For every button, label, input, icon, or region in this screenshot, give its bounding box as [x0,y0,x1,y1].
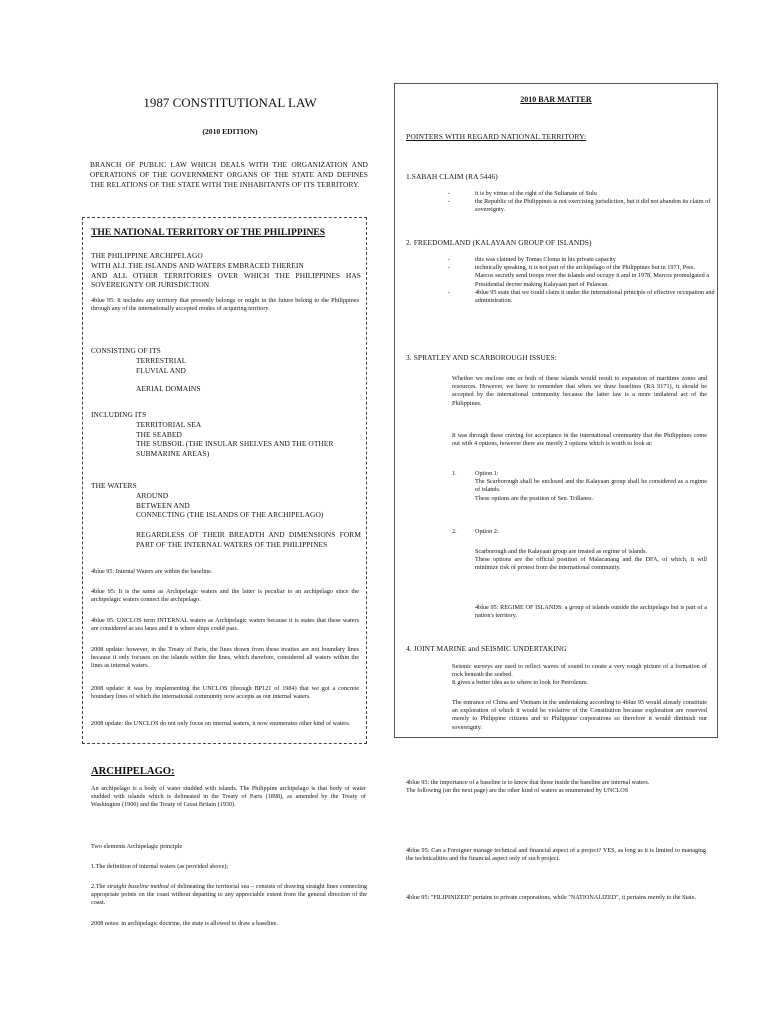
seismic-block [452,663,707,688]
option-1-label: Option 1: [475,470,499,477]
baseline-text: The following (on the next page) are the other kind of waters as enumerated by UNCLOS [406,787,629,795]
archipelagic-waters-note: 4blue 95: It is the same as Archipelagic waters and the latter is peculiar to an archipelago since the archipelagic waters connect the archipelago. [91,588,359,604]
waters-item: CONNECTING (THE ISLANDS OF THE ARCHIPELAGO) [136,510,324,520]
element-1: 1.The definition of internal waters (as provided above); [91,863,229,870]
option-1-text: The Scarborough shall be enclosed and the Kalayaan group shall be considered as a regime of islands. [475,478,707,494]
consisting-label: CONSISTING OF ITS [91,346,161,355]
option-2-label: Option 2: [475,528,499,535]
treaty-paris-note: 2008 update: however, in the Treaty of Paris, the lines drawn from these treaties are not boundary lines because it only focuses on the islands within the lines, which therefore, considered all waters within the lines as internal waters. [91,646,359,670]
baseline-text: 4blue 95: the importance of a baseline is to know that those inside the baseline are internal waters. [406,779,650,786]
freedomland-heading: 2. FREEDOMLAND (KALAYAAN GROUP OF ISLANDS) [406,238,592,247]
branch-definition: BRANCH OF PUBLIC LAW WHICH DEALS WITH THE ORGANIZATION AND OPERATIONS OF THE GOVERNMENT ORGANS OF THE STATE AND DEFINES THE RELATIONS OF THE STATE WITH THE INHABITANTS OF ITS TERRITORY. [90,160,368,189]
option-1-block [475,470,707,503]
element-2-rest: of delineating the territorial sea – consists of drawing straight lines connecting appropriate points on the coast without departing to any appreciable extent from the general direction of the coast. [91,883,368,907]
option-2-block [475,548,707,573]
straight-baseline-method: straight baseline method [107,883,169,890]
waters-label: THE WATERS [91,481,137,490]
archipelago-definition: An archipelago is a body of water studded with islands. The Philippine archipelago is that body of water studded with islands which is delineated in the Treaty of Paris (1898), as amended by the Treaty of Washington (1900) and the Treaty of Great Britain (1930). [91,785,366,809]
seismic-text: Seismic surveys are used to reflect waves of sound to create a very rough picture of a formation of rock beneath the seabed. [452,663,707,679]
option-1-number: 1. [452,470,457,477]
sabah-list [475,190,715,215]
consisting-item: TERRESTRIAL [136,355,187,365]
unclos-implementation-note: 2008 update: it was by implementing the UNCLOS (through BP121 of 1984) that we got a concrete boundary lines of which the international community now accepts as our internal waters. [91,685,359,701]
list-item: - technically speaking, it is not part of the archipelago of the Philippines but in 1971, Pres. Marcos secretly send troops over the islands and occupy it and in 1978, Marcos promulgated a Presidential decree making Kalayaan part of Palawan. [475,264,715,289]
waters-item: BETWEEN AND [136,500,190,510]
joint-marine-heading: 4. JOINT MARINE and SEISMIC UNDERTAKING [406,644,567,653]
arch-line: THE PHILIPPINE ARCHIPELAGO [91,251,203,260]
arch-line: WITH ALL THE ISLANDS AND WATERS EMBRACED THEREIN [91,260,304,270]
unclos-term-note: 4blue 95: UNCLOS term INTERNAL waters as Archipelagic waters because it is states that these waters are considered as sea lanes and it is where ships could pass. [91,617,359,633]
regime-of-islands-note: 4blue 95: REGIME OF ISLANDS: a group of islands outside the archipelago but is part of a nation's territory. [475,604,707,620]
internal-waters-note: 4blue 95: Internal Waters are within the baseline. [91,568,213,575]
page-title: 1987 CONSTITUTIONAL LAW [143,95,317,110]
spratley-paragraph-2: It was through these craving for acceptance in the international community that the Philippines come out with 4 options, however there are merely 2 options which is worth to look at: [452,432,707,448]
consisting-block [91,346,201,394]
regardless-text: REGARDLESS OF THEIR BREADTH AND DIMENSIONS FORM PART OF THE INTERNAL WATERS OF THE PHILIPPINES [136,530,361,549]
option-2-text: Scarborough and the Kalayaan group are treated as regime of islands. [475,548,647,555]
two-elements-label: Two elements Archipelagic principle [91,843,183,850]
including-item: THE SUBSOIL (THE INSULAR SHELVES AND THE OTHER SUBMARINE AREAS) [136,439,334,459]
including-item: THE SEABED [136,429,182,439]
consisting-item: AERIAL DOMAINS [136,384,201,394]
sabah-heading: 1.SABAH CLAIM (RA 5446) [406,172,498,181]
spratley-paragraph-1: Whether we enclose one or both of these islands would result to expansion of maritime zones and resources. However, we have to remember that when we draw baselines (RA 9171), it should be accepted by the international community because the latter law is a more unilateral act of the Philippines. [452,375,707,407]
list-item: - the Republic of the Philippines is not exercising jurisdiction, but it did not abandon its claim of sovereignty. [475,198,715,214]
including-block [91,410,361,459]
china-vietnam-paragraph: The entrance of China and Vietnam in the undertaking according to 4blue 95 would already constitute an exploration of which it would be violative of the Constitution because exploration are reserved merely to Philippine citizens and to Philippine corporations so therefore it would diminish our sovereignty. [452,699,707,731]
pointers-heading: POINTERS WITH REGARD NATIONAL TERRITORY: [406,132,587,141]
waters-block [91,481,361,520]
national-territory-title: THE NATIONAL TERRITORY OF THE PHILIPPINES [91,227,326,238]
spratley-heading: 3. SPRATLEY AND SCARBOROUGH ISSUES: [406,353,557,362]
philippine-archipelago-block [91,251,361,290]
option-2-number: 2. [452,528,457,535]
territory-note: 4blue 95: It includes any territory that presently belongs or might in the future belong to the Philippines through any of the internationally accepted modes of acquiring territory. [91,297,359,313]
including-item: TERRITORIAL SEA [136,419,202,429]
element-2-prefix: 2.The [91,883,108,890]
consisting-item: FLUVIAL AND [136,365,186,375]
edition-label: (2010 EDITION) [202,127,258,136]
element-2 [91,883,367,908]
archipelagic-doctrine-note: 2008 notes: in archipelagic doctrine, the state is allowed to draw a baseline. [91,920,278,927]
option-2-position: These options are the official position of Malacanang and the DFA, of which, it will minimize risk of protest from the international community. [475,556,707,572]
list-item: - it is by virtue of the right of the Sultanate of Sulu [475,190,715,198]
list-item: - this was claimed by Tomas Cloma in his private capacity [475,256,715,264]
foreigner-note: 4blue 95: Can a Foreigner manage technical and financial aspect of a project? YES, as long as it is limited to managing the technicalities and the financial aspect only of such project. [406,847,706,863]
arch-line: AND ALL OTHER TERRITORIES OVER WHICH THE PHILIPPINES HAS SOVEREIGNTY OR JURISDICTION [91,270,361,290]
freedomland-list [475,256,715,305]
bar-matter-title: 2010 BAR MATTER [520,95,592,104]
list-item: - 4blue 95 state that we could claim it under the international principle of effective occupation and administration. [475,289,715,305]
unclos-other-waters-note: 2008 update: the UNCLOS do not only focus on internal waters, it now enumerates other kind of waters. [91,720,351,727]
including-label: INCLUDING ITS [91,410,147,419]
seismic-text: It gives a better idea as to where to look for Petroleum. [452,679,589,687]
waters-item: AROUND [136,490,169,500]
archipelago-title: ARCHIPELAGO: [91,766,175,777]
option-1-position: These options are the position of Sen. Trillanes. [475,494,594,502]
baseline-note [406,779,706,795]
filipinized-note: 4blue 95: "FILIPINIZED" pertains to private corporations, while "NATIONALIZED", it pertains merely to the State. [406,894,697,901]
